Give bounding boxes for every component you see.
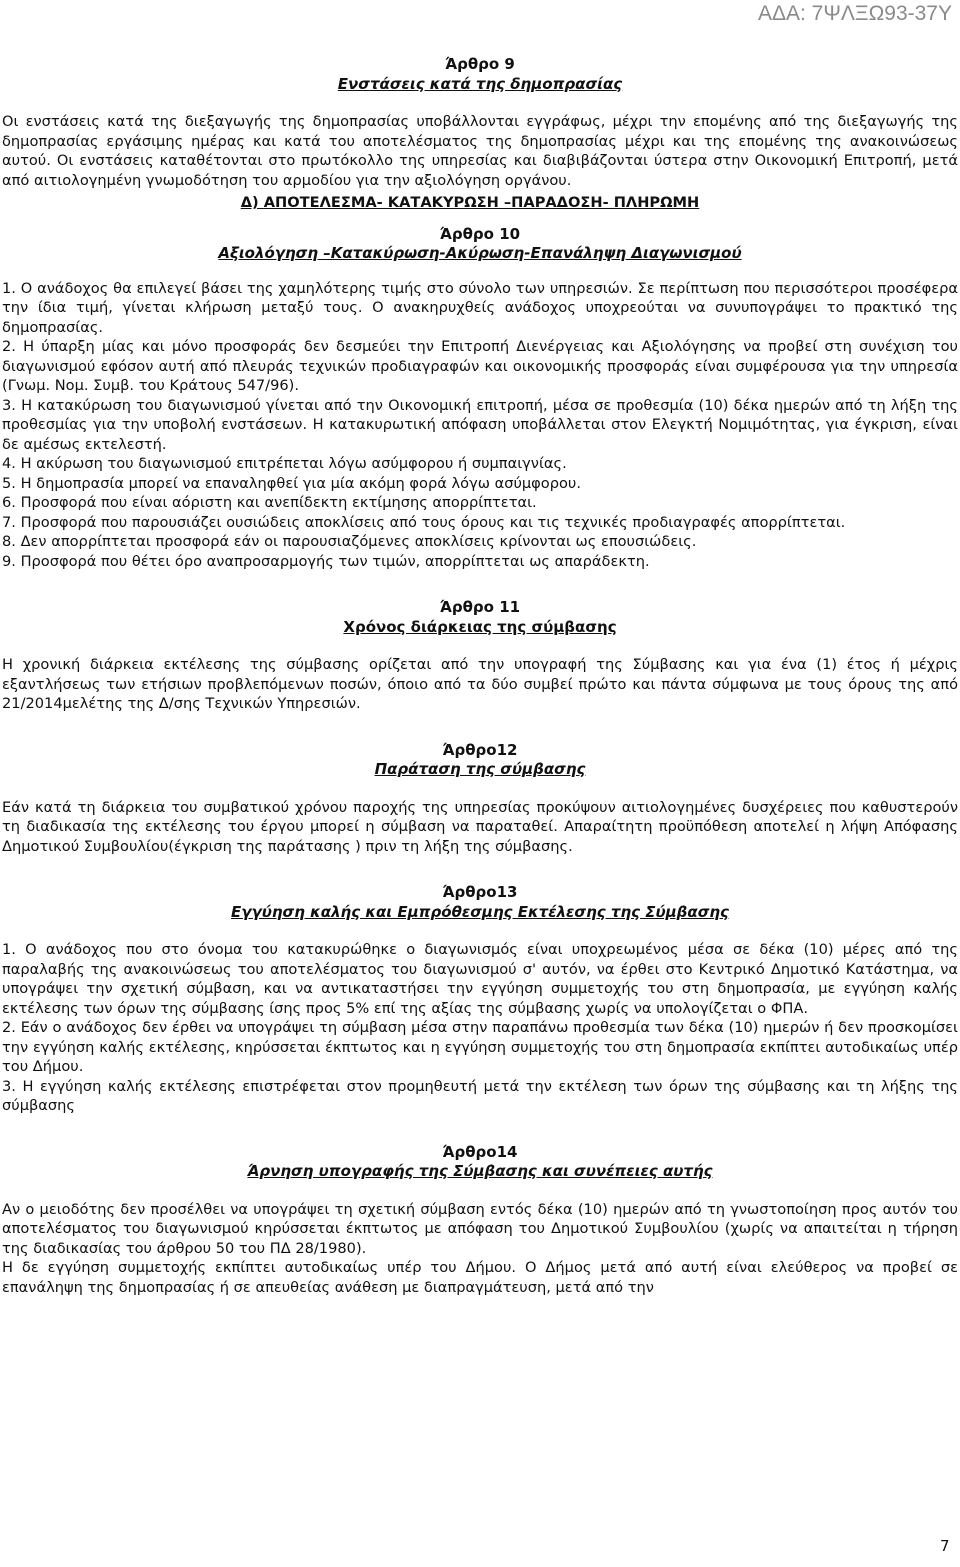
article-10-item-9: 9. Προσφορά που θέτει όρο αναπροσαρμογής των τιμών, απορρίπτεται ως απαράδεκτη. bbox=[2, 552, 650, 570]
document-body bbox=[2, 55, 958, 1297]
article-9-number: Άρθρο 9 bbox=[445, 55, 515, 73]
article-10-number: Άρθρο 10 bbox=[439, 224, 521, 243]
article-10-item-6: 6. Προσφορά που είναι αόριστη και ανεπίδεκτη εκτίμησης απορρίπτεται. bbox=[2, 494, 537, 511]
ada-code: ΑΔΑ: 7ΨΛΞΩ93-37Υ bbox=[757, 2, 952, 25]
article-14-paragraph-1: Αν ο μειοδότης δεν προσέλθει να υπογράψει τη σχετική σύμβαση εντός δέκα (10) ημερών από τη γνωστοποίηση προς αυτόν του αποτελέσματος του διαγωνισμού κηρύσσεται έκπτωτος με απόφαση του Δημοτικού Συμβουλίου (χωρίς να απαιτείται η τήρηση της διαδικασίας του άρθρου 50 του ΠΔ 28/1980). bbox=[2, 1200, 958, 1257]
article-10-title: Αξιολόγηση –Κατακύρωση-Ακύρωση-Επανάληψη Διαγωνισμού bbox=[218, 244, 742, 262]
article-13-title: Εγγύηση καλής και Εμπρόθεσμης Εκτέλεσης της Σύμβασης bbox=[231, 902, 729, 921]
article-11-title: Χρόνος διάρκειας της σύμβασης bbox=[343, 617, 617, 636]
article-10-item-3: 3. Η κατακύρωση του διαγωνισμού γίνεται από την Οικονομική επιτροπή, μέσα σε προθεσμία (10) δέκα ημερών από τη λήξη της προθεσμίας για την υποβολή ενστάσεων. Η κατακυρωτική απόφαση υποβάλλεται στον Ελεγκτή Νομιμότητας, για έγκριση, είναι δε αμέσως εκτελεστή. bbox=[2, 396, 958, 453]
article-10-item-1: 1. Ο ανάδοχος θα επιλεγεί βάσει της χαμηλότερης τιμής στο σύνολο των υπηρεσιών. Σε περίπτωση που περισσότεροι προσέφερα την ίδια τιμή, γίνεται κλήρωση μεταξύ τους. Ο ανακηρυχθείς ανάδοχος υποχρεούται να συνυπογράψει το πρακτικό της δημοπρασίας. bbox=[2, 279, 958, 336]
article-11-body: Η χρονική διάρκεια εκτέλεσης της σύμβασης ορίζεται από την υπογραφή της Σύμβασης και για ένα (1) έτος ή μέχρις εξαντλήσεως των ετήσιων προβλεπόμενων ποσών, όποιο από τα δύο συμβεί πρώτο και πάντα σύμφωνα με τους όρους της από 21/2014μελέτης της Δ/σης Τεχνικών Υπηρεσιών. bbox=[2, 656, 958, 712]
article-12-body: Εάν κατά τη διάρκεια του συμβατικού χρόνου παροχής της υπηρεσίας προκύψουν αιτιολογημένες δυσχέρειες που καθυστερούν τη διαδικασία της εκτέλεσης του έργου μπορεί η σύμβαση να παραταθεί. Απαραίτητη προϋπόθεση αποτελεί η λήψη Απόφασης Δημοτικού Συμβουλίου(έγκριση της παράτασης ) πριν τη λήξη της σύμβασης. bbox=[2, 798, 958, 855]
article-9-body: Οι ενστάσεις κατά της διεξαγωγής της δημοπρασίας υποβάλλονται εγγράφως, μέχρι την επομένης από της διεξαγωγής της δημοπρασίας εργάσιμης ημέρας και κατά του αποτελέσματος της δημοπρασίας μέχρι και της επομένης της ανακοινώσεως αυτού. Οι ενστάσεις καταθέτονται στο πρωτόκολλο της υπηρεσίας και διαβιβάζονται ύστερα στην Οικονομική Επιτροπή, μετά από αιτιολογημένη γνωμοδότηση του αρμοδίου για την αξιολόγηση οργάνου. bbox=[2, 113, 958, 189]
article-13-item-3: 3. Η εγγύηση καλής εκτέλεσης επιστρέφεται στον προμηθευτή μετά την εκτέλεση των όρων της σύμβασης και τη λήξης της σύμβασης bbox=[2, 1077, 958, 1114]
article-14-title: Άρνηση υπογραφής της Σύμβασης και συνέπειες αυτής bbox=[247, 1162, 713, 1180]
article-9-title: Ενστάσεις κατά της δημοπρασίας bbox=[337, 74, 623, 93]
article-13-number: Άρθρο13 bbox=[442, 883, 518, 901]
article-12-title: Παράταση της σύμβασης bbox=[374, 760, 586, 778]
article-10-item-5: 5. Η δημοπρασία μπορεί να επαναληφθεί για μία ακόμη φορά λόγω ασύμφορου. bbox=[2, 474, 582, 492]
article-10-item-4: 4. Η ακύρωση του διαγωνισμού επιτρέπεται λόγω ασύμφορου ή συμπαιγνίας. bbox=[2, 455, 567, 472]
article-11-number: Άρθρο 11 bbox=[439, 598, 521, 616]
page-number: 7 bbox=[940, 1537, 950, 1555]
article-13-item-1: 1. Ο ανάδοχος που στο όνομα του κατακυρώθηκε ο διαγωνισμός είναι υποχρεωμένος μέσα σε δέκα (10) μέρες από της παραλαβής της ανακοινώσεως του αποτελέσματος του διαγωνισμού σ' αυτόν, να έρθει στο Κεντρικό Δημοτικό Κατάστημα, να υπογράψει την σχετική σύμβαση, και να αντικαταστήσει την εγγύηση συμμετοχής του στη δημοπρασία, με εγγύηση καλής εκτέλεσης των όρων της σύμβασης ίσης προς 5% επί της αξίας της σύμβασης χωρίς να υπολογίζεται ο ΦΠΑ. bbox=[2, 941, 958, 1017]
article-12-number: Άρθρο12 bbox=[442, 740, 518, 759]
article-10-item-8: 8. Δεν απορρίπτεται προσφορά εάν οι παρουσιαζόμενες αποκλίσεις κρίνονται ως επουσιώδεις. bbox=[2, 533, 697, 550]
section-d-title: Δ) ΑΠΟΤΕΛΕΣΜΑ- ΚΑΤΑΚΥΡΩΣΗ –ΠΑΡΑΔΟΣΗ- ΠΛΗΡΩΜΗ bbox=[240, 194, 700, 211]
article-13-item-2: 2. Εάν ο ανάδοχος δεν έρθει να υπογράψει τη σύμβαση μέσα στην παραπάνω προθεσμία των δέκα (10) ημερών ή δεν προσκομίσει την εγγύηση καλής εκτέλεσης, κηρύσσεται έκπτωτος και η εγγύηση συμμετοχής του στη δημοπρασία εκπίπτει αυτοδικαίως υπέρ του Δήμου. bbox=[2, 1019, 958, 1075]
article-10-item-7: 7. Προσφορά που παρουσιάζει ουσιώδεις αποκλίσεις από τους όρους και τις τεχνικές προδιαγραφές απορρίπτεται. bbox=[2, 513, 846, 531]
article-14-number: Άρθρο14 bbox=[442, 1142, 518, 1161]
article-14-paragraph-2: Η δε εγγύηση συμμετοχής εκπίπτει αυτοδικαίως υπέρ του Δήμου. Ο Δήμος μετά από αυτή είναι ελεύθερος να προβεί σε επανάληψη της δημοπρασίας ή σε απευθείας ανάθεση με διαπραγμάτευση, μετά από την bbox=[2, 1259, 958, 1296]
article-10-item-2: 2. Η ύπαρξη μίας και μόνο προσφοράς δεν δεσμεύει την Επιτροπή Διενέργειας και Αξιολόγησης να προβεί στη συνέχιση του διαγωνισμού εφόσον αυτή από πλευράς τεχνικών προδιαγραφών και οικονομικής προσφοράς είναι συμφέρουσα για την υπηρεσία (Γνωμ. Νομ. Συμβ. του Κράτους 547/96). bbox=[2, 338, 958, 394]
